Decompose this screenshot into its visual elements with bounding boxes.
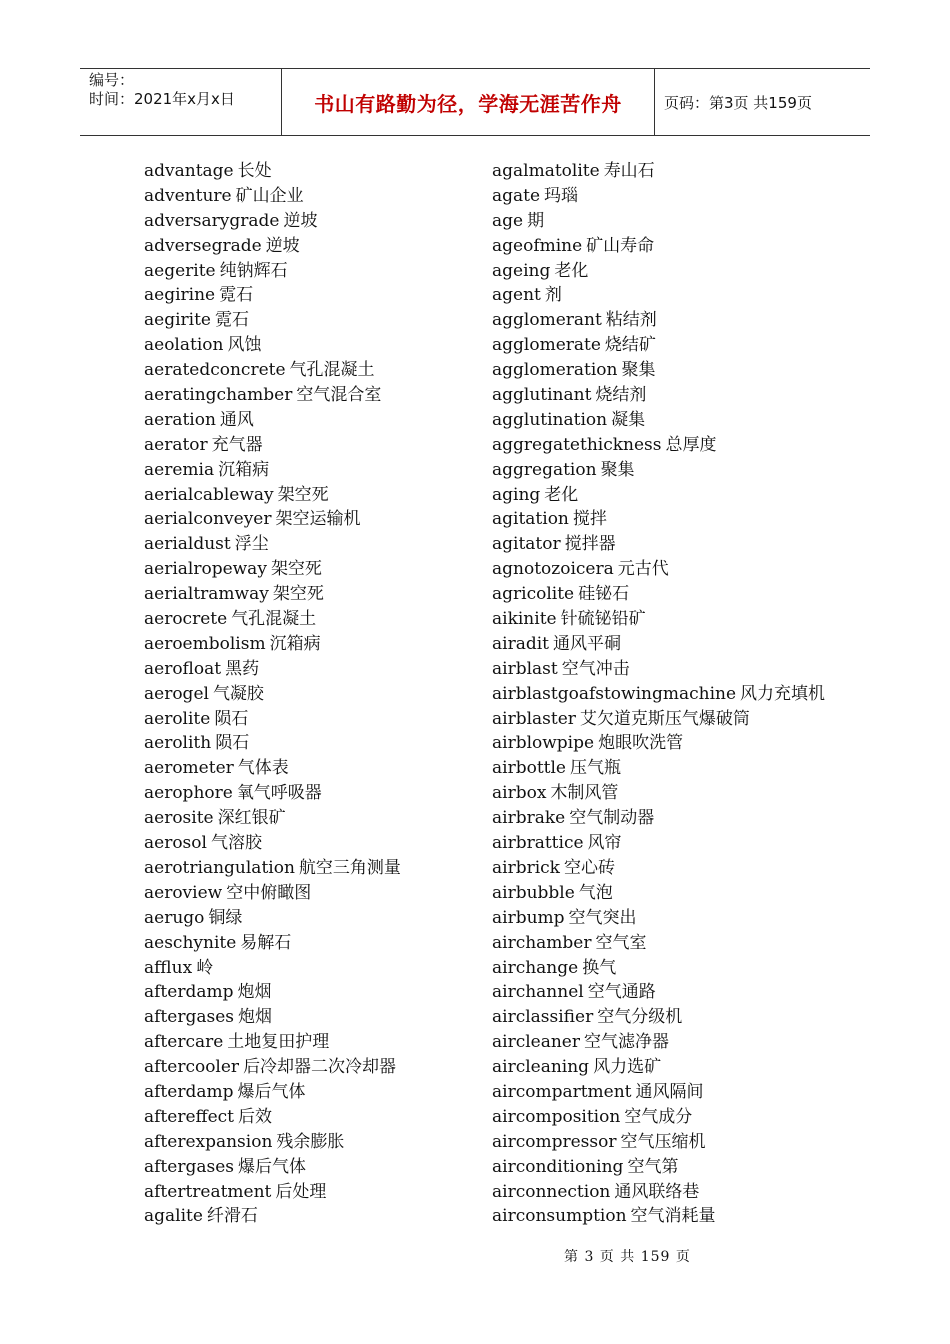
glossary-entry (144, 458, 401, 483)
glossary-entry (144, 532, 401, 557)
entry-term: aerometer (144, 758, 234, 779)
entry-translation: 气孔混凝土 (289, 360, 375, 381)
entry-term: agitation (492, 509, 569, 530)
header-page-info-cell (655, 69, 870, 135)
entry-term: airadit (492, 633, 549, 654)
glossary-entry (492, 831, 825, 856)
glossary-entry (492, 731, 825, 756)
entry-term: agglomeration (492, 360, 618, 381)
glossary-entry (144, 1204, 401, 1229)
glossary-entry (144, 1055, 401, 1080)
entry-translation: 风力充填机 (740, 683, 826, 704)
entry-translation: 架空死 (277, 484, 329, 505)
glossary-entry (492, 1105, 825, 1130)
entry-translation: 架空死 (270, 559, 322, 580)
entry-term: advantage (144, 161, 234, 181)
entry-translation: 后处理 (275, 1181, 327, 1202)
entry-term: aircompressor (492, 1131, 617, 1152)
entry-term: airconditioning (492, 1156, 624, 1177)
glossary-entry (144, 707, 401, 732)
entry-translation: 炮眼吹洗管 (598, 733, 684, 754)
entry-term: airbottle (492, 758, 566, 779)
glossary-entry (492, 234, 825, 259)
glossary-entry (492, 333, 825, 358)
page-header (80, 68, 870, 136)
entry-translation: 风帘 (587, 833, 622, 854)
entry-translation: 气溶胶 (210, 833, 262, 854)
entry-term: airconnection (492, 1181, 611, 1202)
entry-term: agricolite (492, 584, 575, 605)
entry-translation: 霓石 (214, 310, 249, 331)
glossary-entry (492, 209, 825, 234)
entry-translation: 空气制动器 (569, 808, 655, 829)
entry-translation: 纯钠辉石 (219, 260, 288, 281)
entry-term: aeroview (144, 882, 223, 903)
glossary-column-right (492, 159, 825, 1229)
entry-term: agitator (492, 534, 561, 555)
entry-translation: 空气突出 (568, 907, 637, 928)
glossary-entry (144, 1030, 401, 1055)
entry-term: aircomposition (492, 1106, 621, 1127)
entry-translation: 空气冲击 (561, 658, 630, 679)
entry-translation: 气体表 (237, 758, 289, 779)
entry-translation: 凝集 (611, 409, 646, 430)
entry-term: aftergases (144, 1156, 234, 1177)
entry-term: aerotriangulation (144, 857, 295, 878)
glossary-entry (492, 906, 825, 931)
entry-term: aeration (144, 409, 216, 430)
glossary-entry (144, 383, 401, 408)
glossary-entry (144, 483, 401, 508)
entry-term: airbubble (492, 882, 575, 903)
entry-term: agglomerant (492, 310, 602, 331)
entry-term: aeolation (144, 335, 224, 356)
glossary-entry (492, 607, 825, 632)
entry-translation: 浮尘 (234, 534, 269, 555)
entry-term: aikinite (492, 609, 557, 630)
entry-term: airblaster (492, 708, 576, 729)
entry-term: ageofmine (492, 235, 583, 256)
entry-translation: 爆后气体 (237, 1156, 306, 1177)
entry-translation: 风力选矿 (593, 1057, 662, 1078)
glossary-entry (492, 1204, 825, 1229)
entry-translation: 纤滑石 (206, 1206, 258, 1227)
entry-translation: 硅铋石 (578, 584, 630, 605)
glossary-entry (144, 682, 401, 707)
entry-term: ageing (492, 260, 551, 281)
entry-translation: 矿山寿命 (586, 235, 655, 256)
glossary-entry (144, 209, 401, 234)
entry-translation: 长处 (237, 161, 272, 181)
entry-translation: 炮烟 (237, 982, 272, 1003)
entry-term: airbrick (492, 857, 560, 878)
glossary-entry (144, 1155, 401, 1180)
glossary-entry (492, 632, 825, 657)
entry-term: aircompartment (492, 1081, 632, 1102)
entry-translation: 矿山企业 (235, 185, 304, 206)
entry-translation: 寿山石 (603, 161, 655, 181)
glossary-entry (144, 408, 401, 433)
glossary-entry (144, 931, 401, 956)
entry-term: age (492, 210, 524, 231)
glossary-entry (492, 408, 825, 433)
glossary-entry (492, 1030, 825, 1055)
entry-translation: 聚集 (621, 360, 656, 381)
entry-translation: 气泡 (578, 882, 613, 903)
glossary-entry (144, 781, 401, 806)
entry-term: agglutination (492, 409, 608, 430)
entry-translation: 逆坡 (283, 210, 318, 231)
entry-translation: 航空三角测量 (298, 857, 401, 878)
glossary-entry (144, 980, 401, 1005)
glossary-entry (144, 582, 401, 607)
entry-translation: 压气瓶 (569, 758, 621, 779)
entry-translation: 换气 (582, 957, 617, 978)
glossary-entry (492, 433, 825, 458)
entry-term: aggregatethickness (492, 434, 662, 455)
doc-number-label: 编号： (89, 71, 135, 89)
entry-translation: 霓石 (219, 285, 254, 306)
entry-translation: 深红银矿 (217, 808, 286, 829)
glossary-entry (492, 856, 825, 881)
glossary-entry (144, 358, 401, 383)
page-footer: 第 3 页 共 159 页 (564, 1249, 691, 1265)
glossary-entry (492, 1080, 825, 1105)
header-motto: 书山有路勤为径，学海无涯苦作舟 (314, 91, 622, 116)
entry-translation: 架空运输机 (275, 509, 361, 530)
glossary-entry (144, 906, 401, 931)
entry-term: airchannel (492, 982, 584, 1003)
entry-term: aftercare (144, 1032, 224, 1053)
entry-term: aftereffect (144, 1106, 234, 1127)
entry-translation: 空气分级机 (597, 1007, 683, 1028)
entry-term: aerator (144, 434, 208, 455)
entry-translation: 搅拌器 (564, 534, 616, 555)
entry-translation: 爆后气体 (237, 1081, 306, 1102)
entry-term: afflux (144, 957, 193, 978)
glossary-entry (144, 731, 401, 756)
glossary-entry (492, 1180, 825, 1205)
header-page-info: 页码：第3页 共159页 (664, 93, 812, 112)
entry-term: adventure (144, 185, 232, 206)
entry-translation: 炮烟 (237, 1007, 272, 1028)
glossary-entry (144, 159, 401, 184)
entry-translation: 后效 (238, 1106, 272, 1127)
entry-translation: 空中俯瞰图 (226, 882, 312, 903)
glossary-entry (492, 1130, 825, 1155)
entry-term: airchange (492, 957, 579, 978)
entry-translation: 玛瑙 (544, 185, 579, 206)
entry-translation: 岭 (196, 957, 214, 978)
entry-term: airclassifier (492, 1007, 594, 1028)
entry-translation: 期 (527, 210, 545, 231)
entry-term: aeratingchamber (144, 385, 293, 406)
entry-term: agalite (144, 1206, 203, 1227)
entry-translation: 逆坡 (265, 235, 300, 256)
entry-term: aerosol (144, 833, 207, 854)
entry-term: agate (492, 185, 541, 206)
entry-term: aerogel (144, 683, 209, 704)
entry-term: airbrake (492, 808, 566, 829)
entry-translation: 老化 (554, 260, 589, 281)
glossary-entry (492, 283, 825, 308)
doc-date: 时间：2021年x月x日 (89, 90, 235, 108)
glossary-entry (492, 259, 825, 284)
entry-term: agglutinant (492, 385, 592, 406)
glossary-entry (144, 1005, 401, 1030)
entry-translation: 剂 (544, 285, 562, 306)
entry-term: airbox (492, 783, 547, 804)
glossary-entry (492, 1005, 825, 1030)
entry-term: aerolite (144, 708, 211, 729)
entry-term: adversegrade (144, 235, 262, 256)
entry-translation: 通风平硐 (553, 633, 621, 654)
entry-term: agent (492, 285, 541, 306)
glossary-entry (492, 931, 825, 956)
glossary-entry (144, 1105, 401, 1130)
glossary-entry (492, 657, 825, 682)
glossary-entry (144, 607, 401, 632)
entry-translation: 后冷却器二次冷却器 (243, 1057, 397, 1078)
entry-translation: 氧气呼吸器 (236, 783, 322, 804)
entry-translation: 架空死 (272, 584, 324, 605)
entry-term: airblowpipe (492, 733, 595, 754)
entry-translation: 元古代 (617, 559, 669, 580)
entry-translation: 空气成分 (624, 1106, 693, 1127)
header-meta (80, 69, 282, 135)
glossary-entry (144, 657, 401, 682)
glossary-entry (144, 856, 401, 881)
entry-translation: 空气第 (627, 1156, 679, 1177)
entry-translation: 陨石 (215, 733, 250, 754)
entry-term: airblast (492, 658, 558, 679)
entry-term: adversarygrade (144, 210, 280, 231)
entry-translation: 气凝胶 (212, 683, 264, 704)
entry-term: aerugo (144, 907, 205, 928)
glossary-entry (492, 557, 825, 582)
glossary-entry (492, 532, 825, 557)
glossary-entry (492, 1055, 825, 1080)
glossary-entry (492, 308, 825, 333)
entry-translation: 沉箱病 (269, 633, 321, 654)
entry-term: aegirite (144, 310, 211, 331)
glossary-entry (144, 283, 401, 308)
entry-translation: 空气混合室 (296, 385, 382, 406)
entry-term: aircleaning (492, 1057, 590, 1078)
glossary-entry (492, 483, 825, 508)
entry-term: aegirine (144, 285, 216, 306)
glossary-entry (492, 184, 825, 209)
glossary-entry (144, 632, 401, 657)
entry-term: afterdamp (144, 982, 234, 1003)
entry-translation: 易解石 (240, 932, 292, 953)
glossary-entry (144, 956, 401, 981)
glossary-entry (144, 1130, 401, 1155)
glossary-entry (492, 458, 825, 483)
entry-translation: 聚集 (600, 459, 635, 480)
glossary-entry (492, 806, 825, 831)
entry-term: aftergases (144, 1007, 234, 1028)
entry-term: aerialtramway (144, 584, 269, 605)
glossary-entry (144, 234, 401, 259)
entry-translation: 粘结剂 (605, 310, 657, 331)
glossary-entry (144, 831, 401, 856)
entry-term: aerialdust (144, 534, 231, 555)
glossary-entry (144, 881, 401, 906)
entry-term: agnotozoicera (492, 559, 614, 580)
glossary-entry (492, 980, 825, 1005)
entry-term: airchamber (492, 932, 592, 953)
entry-term: airbrattice (492, 833, 584, 854)
entry-translation: 空气室 (595, 932, 647, 953)
entry-term: aeroembolism (144, 633, 266, 654)
glossary-entry (492, 956, 825, 981)
glossary-entry (492, 582, 825, 607)
glossary-entry (492, 383, 825, 408)
entry-translation: 艾欠道克斯压气爆破筒 (579, 708, 750, 729)
glossary-entry (144, 507, 401, 532)
entry-term: aerolith (144, 733, 212, 754)
header-motto-cell (282, 69, 655, 135)
entry-term: aerofloat (144, 658, 222, 679)
glossary-entry (144, 308, 401, 333)
entry-term: aftercooler (144, 1057, 240, 1078)
entry-translation: 黑药 (225, 658, 260, 679)
glossary-entry (492, 1155, 825, 1180)
glossary-entry (144, 1080, 401, 1105)
glossary-entry (144, 756, 401, 781)
entry-translation: 通风联络巷 (614, 1181, 700, 1202)
entry-translation: 总厚度 (665, 434, 717, 455)
entry-translation: 空气消耗量 (630, 1206, 716, 1227)
entry-translation: 残余膨胀 (276, 1131, 345, 1152)
entry-term: aircleaner (492, 1032, 580, 1053)
entry-translation: 通风 (219, 409, 254, 430)
glossary-entry (492, 159, 825, 184)
entry-term: agalmatolite (492, 161, 600, 181)
glossary-entry (144, 806, 401, 831)
entry-translation: 通风隔间 (635, 1081, 704, 1102)
entry-translation: 空气压缩机 (620, 1131, 706, 1152)
glossary-entry (492, 881, 825, 906)
entry-translation: 风蚀 (227, 335, 262, 356)
entry-translation: 空气通路 (587, 982, 656, 1003)
glossary-entry (144, 1180, 401, 1205)
entry-translation: 烧结矿 (604, 335, 656, 356)
entry-translation: 空心砖 (563, 857, 615, 878)
entry-term: airblastgoafstowingmachine (492, 683, 737, 704)
entry-translation: 土地复田护理 (227, 1032, 330, 1053)
entry-term: agglomerate (492, 335, 601, 356)
glossary-entry (492, 507, 825, 532)
entry-term: airconsumption (492, 1206, 627, 1227)
entry-term: aegerite (144, 260, 216, 281)
entry-translation: 气孔混凝土 (231, 609, 317, 630)
entry-term: aerialconveyer (144, 509, 272, 530)
entry-translation: 老化 (544, 484, 579, 505)
glossary-entry (492, 682, 825, 707)
entry-translation: 木制风管 (550, 783, 619, 804)
glossary-entry (144, 557, 401, 582)
entry-term: aerocrete (144, 609, 228, 630)
entry-translation: 充气器 (211, 434, 263, 455)
entry-term: aerialropeway (144, 559, 267, 580)
entry-term: aging (492, 484, 541, 505)
glossary-entry (144, 184, 401, 209)
entry-term: aerialcableway (144, 484, 274, 505)
glossary-entry (144, 333, 401, 358)
entry-term: aeremia (144, 459, 215, 480)
glossary-entry (492, 781, 825, 806)
entry-term: aeratedconcrete (144, 360, 286, 381)
entry-translation: 沉箱病 (218, 459, 270, 480)
entry-term: aggregation (492, 459, 597, 480)
entry-translation: 陨石 (214, 708, 249, 729)
entry-term: aerophore (144, 783, 233, 804)
glossary-entry (492, 358, 825, 383)
entry-translation: 铜绿 (208, 907, 243, 928)
entry-term: aftertreatment (144, 1181, 272, 1202)
entry-translation: 针硫铋铅矿 (560, 609, 646, 630)
glossary-entry (492, 707, 825, 732)
glossary-entry (144, 259, 401, 284)
entry-term: aeschynite (144, 932, 237, 953)
glossary-entry (492, 756, 825, 781)
entry-translation: 烧结剂 (595, 385, 647, 406)
entry-translation: 搅拌 (572, 509, 607, 530)
glossary-column-left (144, 159, 401, 1229)
entry-translation: 空气滤净器 (584, 1032, 669, 1053)
entry-term: airbump (492, 907, 565, 928)
entry-term: afterexpansion (144, 1131, 273, 1152)
entry-term: aerosite (144, 808, 214, 829)
glossary-entry (144, 433, 401, 458)
entry-term: afterdamp (144, 1081, 234, 1102)
